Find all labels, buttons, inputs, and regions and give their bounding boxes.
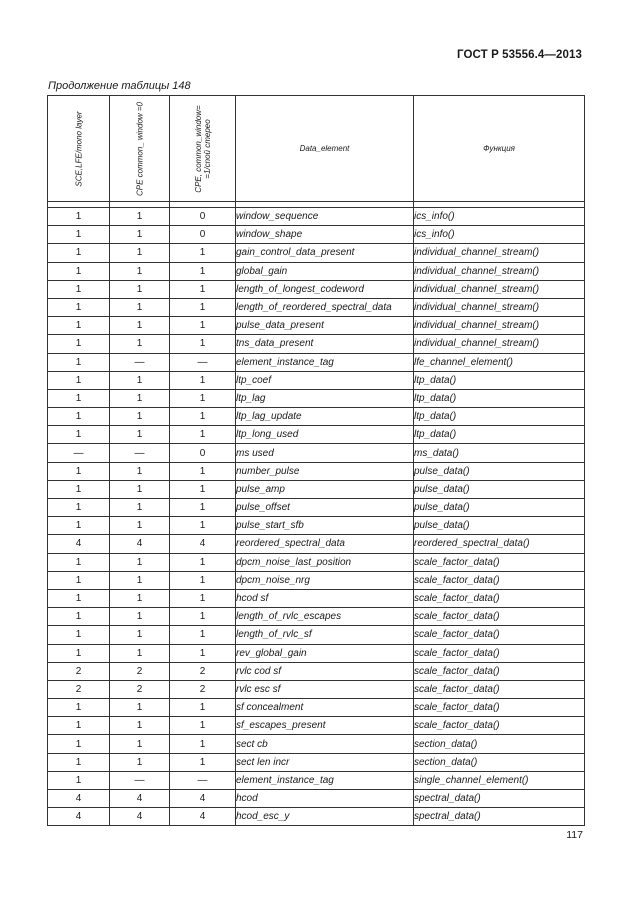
- cpe0-cell: 4: [110, 535, 170, 553]
- cpe1-cell: —: [170, 771, 236, 789]
- cpe0-cell: 4: [110, 790, 170, 808]
- data-element-cell: reordered_spectral_data: [236, 535, 414, 553]
- function-cell: single_channel_element(): [414, 771, 585, 789]
- data-element-cell: element_instance_tag: [236, 771, 414, 789]
- cpe0-cell: 2: [110, 662, 170, 680]
- cpe0-cell: 1: [110, 717, 170, 735]
- cpe1-cell: 1: [170, 426, 236, 444]
- cpe1-cell: 1: [170, 480, 236, 498]
- function-cell: reordered_spectral_data(): [414, 535, 585, 553]
- function-cell: ltp_data(): [414, 371, 585, 389]
- cpe0-cell: 1: [110, 408, 170, 426]
- data-element-cell: dpcm_noise_nrg: [236, 571, 414, 589]
- table-row: [48, 808, 585, 826]
- function-cell: individual_channel_stream(): [414, 244, 585, 262]
- sce-cell: 1: [48, 262, 110, 280]
- function-cell: individual_channel_stream(): [414, 280, 585, 298]
- sce-cell: 1: [48, 499, 110, 517]
- function-cell: individual_channel_stream(): [414, 298, 585, 316]
- table-row: [48, 553, 585, 571]
- sce-cell: 1: [48, 608, 110, 626]
- cpe0-cell: 1: [110, 480, 170, 498]
- cpe0-cell: 1: [110, 280, 170, 298]
- cpe1-cell: 1: [170, 608, 236, 626]
- function-cell: scale_factor_data(): [414, 553, 585, 571]
- data-element-cell: global_gain: [236, 262, 414, 280]
- data-element-cell: ltp_coef: [236, 371, 414, 389]
- column-header-function: [414, 96, 585, 202]
- column-header-cpe-0-text: CPE common_ window =0: [135, 101, 144, 196]
- table-row: [48, 371, 585, 389]
- function-cell: pulse_data(): [414, 499, 585, 517]
- data-element-cell: ltp_lag: [236, 389, 414, 407]
- data-element-cell: sf concealment: [236, 699, 414, 717]
- function-cell: section_data(): [414, 753, 585, 771]
- sce-cell: 1: [48, 553, 110, 571]
- sce-cell: 1: [48, 244, 110, 262]
- cpe0-cell: 1: [110, 517, 170, 535]
- sce-cell: 1: [48, 317, 110, 335]
- data-element-cell: number_pulse: [236, 462, 414, 480]
- sce-cell: 1: [48, 426, 110, 444]
- table-row: [48, 499, 585, 517]
- table-row: [48, 353, 585, 371]
- cpe0-cell: 1: [110, 644, 170, 662]
- cpe1-cell: 1: [170, 408, 236, 426]
- table-row: [48, 317, 585, 335]
- cpe0-cell: —: [110, 353, 170, 371]
- table-row: [48, 608, 585, 626]
- function-cell: scale_factor_data(): [414, 680, 585, 698]
- sce-cell: 1: [48, 389, 110, 407]
- cpe0-cell: 1: [110, 699, 170, 717]
- cpe0-cell: 1: [110, 208, 170, 226]
- cpe0-cell: 4: [110, 808, 170, 826]
- function-cell: scale_factor_data(): [414, 662, 585, 680]
- data-element-cell: length_of_reordered_spectral_data: [236, 298, 414, 316]
- cpe0-cell: 2: [110, 680, 170, 698]
- table-row: [48, 389, 585, 407]
- table-row: [48, 699, 585, 717]
- cpe1-cell: 2: [170, 680, 236, 698]
- table-row: [48, 717, 585, 735]
- data-elements-table: [47, 95, 585, 826]
- function-cell: ics_info(): [414, 208, 585, 226]
- cpe1-cell: 1: [170, 517, 236, 535]
- cpe1-cell: 1: [170, 499, 236, 517]
- table-row: [48, 571, 585, 589]
- cpe0-cell: 1: [110, 226, 170, 244]
- sce-cell: 1: [48, 571, 110, 589]
- column-header-sce: [48, 96, 110, 202]
- data-element-cell: length_of_rvlc_escapes: [236, 608, 414, 626]
- data-element-cell: pulse_data_present: [236, 317, 414, 335]
- table-row: [48, 480, 585, 498]
- column-header-function-text: Функция: [483, 144, 515, 153]
- cpe0-cell: 1: [110, 499, 170, 517]
- sce-cell: 1: [48, 208, 110, 226]
- table-body: [48, 202, 585, 826]
- page-number: 117: [566, 829, 583, 841]
- sce-cell: 2: [48, 680, 110, 698]
- table-row: [48, 790, 585, 808]
- sce-cell: 1: [48, 408, 110, 426]
- column-header-cpe-1: [170, 96, 236, 202]
- data-element-cell: sect cb: [236, 735, 414, 753]
- sce-cell: 1: [48, 517, 110, 535]
- cpe1-cell: 1: [170, 462, 236, 480]
- cpe1-cell: 1: [170, 553, 236, 571]
- table-row: [48, 208, 585, 226]
- sce-cell: 2: [48, 662, 110, 680]
- cpe1-cell: 1: [170, 699, 236, 717]
- data-element-cell: pulse_offset: [236, 499, 414, 517]
- sce-cell: 1: [48, 462, 110, 480]
- table-row: [48, 280, 585, 298]
- function-cell: pulse_data(): [414, 462, 585, 480]
- sce-cell: —: [48, 444, 110, 462]
- sce-cell: 4: [48, 790, 110, 808]
- cpe0-cell: 1: [110, 571, 170, 589]
- data-element-cell: length_of_longest_codeword: [236, 280, 414, 298]
- data-element-cell: ltp_lag_update: [236, 408, 414, 426]
- cpe1-cell: 1: [170, 735, 236, 753]
- table-row: [48, 335, 585, 353]
- data-element-cell: hcod: [236, 790, 414, 808]
- cpe0-cell: 1: [110, 735, 170, 753]
- data-element-cell: element_instance_tag: [236, 353, 414, 371]
- column-header-sce-text: SCE,LFE/mono layer: [74, 110, 83, 187]
- data-element-cell: ms used: [236, 444, 414, 462]
- cpe1-cell: 1: [170, 589, 236, 607]
- sce-cell: 1: [48, 353, 110, 371]
- function-cell: ltp_data(): [414, 426, 585, 444]
- function-cell: scale_factor_data(): [414, 589, 585, 607]
- table-row: [48, 753, 585, 771]
- function-cell: ltp_data(): [414, 389, 585, 407]
- function-cell: individual_channel_stream(): [414, 262, 585, 280]
- sce-cell: 1: [48, 480, 110, 498]
- data-element-cell: window_shape: [236, 226, 414, 244]
- cpe1-cell: 0: [170, 226, 236, 244]
- function-cell: spectral_data(): [414, 790, 585, 808]
- sce-cell: 1: [48, 699, 110, 717]
- data-element-cell: pulse_start_sfb: [236, 517, 414, 535]
- data-element-cell: ltp_long_used: [236, 426, 414, 444]
- data-element-cell: pulse_amp: [236, 480, 414, 498]
- sce-cell: 1: [48, 280, 110, 298]
- sce-cell: 4: [48, 535, 110, 553]
- cpe1-cell: —: [170, 353, 236, 371]
- function-cell: scale_factor_data(): [414, 717, 585, 735]
- cpe0-cell: 1: [110, 371, 170, 389]
- cpe1-cell: 1: [170, 753, 236, 771]
- cpe1-cell: 1: [170, 371, 236, 389]
- function-cell: lfe_channel_element(): [414, 353, 585, 371]
- cpe0-cell: 1: [110, 753, 170, 771]
- table-header-row: [48, 96, 585, 202]
- column-header-data-element-text: Data_element: [299, 144, 350, 153]
- cpe0-cell: 1: [110, 553, 170, 571]
- function-cell: pulse_data(): [414, 517, 585, 535]
- document-code: ГОСТ Р 53556.4—2013: [457, 49, 582, 61]
- sce-cell: 1: [48, 753, 110, 771]
- function-cell: spectral_data(): [414, 808, 585, 826]
- function-cell: individual_channel_stream(): [414, 317, 585, 335]
- data-element-cell: tns_data_present: [236, 335, 414, 353]
- cpe1-cell: 4: [170, 808, 236, 826]
- data-element-cell: length_of_rvlc_sf: [236, 626, 414, 644]
- cpe0-cell: 1: [110, 262, 170, 280]
- sce-cell: 1: [48, 298, 110, 316]
- table-row: [48, 462, 585, 480]
- table-row: [48, 298, 585, 316]
- function-cell: individual_channel_stream(): [414, 335, 585, 353]
- table-row: [48, 644, 585, 662]
- function-cell: scale_factor_data(): [414, 626, 585, 644]
- function-cell: scale_factor_data(): [414, 699, 585, 717]
- table-row: [48, 244, 585, 262]
- table-row: [48, 426, 585, 444]
- cpe0-cell: 1: [110, 244, 170, 262]
- cpe1-cell: 1: [170, 571, 236, 589]
- cpe1-cell: 0: [170, 444, 236, 462]
- table-row: [48, 735, 585, 753]
- cpe1-cell: 1: [170, 389, 236, 407]
- data-element-cell: hcod sf: [236, 589, 414, 607]
- sce-cell: 4: [48, 808, 110, 826]
- data-element-cell: window_sequence: [236, 208, 414, 226]
- sce-cell: 1: [48, 771, 110, 789]
- data-element-cell: rvlc esc sf: [236, 680, 414, 698]
- cpe0-cell: 1: [110, 462, 170, 480]
- data-element-cell: dpcm_noise_last_position: [236, 553, 414, 571]
- cpe0-cell: 1: [110, 317, 170, 335]
- cpe0-cell: 1: [110, 608, 170, 626]
- sce-cell: 1: [48, 735, 110, 753]
- function-cell: scale_factor_data(): [414, 644, 585, 662]
- function-cell: ltp_data(): [414, 408, 585, 426]
- function-cell: ics_info(): [414, 226, 585, 244]
- table-row: [48, 680, 585, 698]
- cpe1-cell: 2: [170, 662, 236, 680]
- cpe0-cell: 1: [110, 298, 170, 316]
- table-row: [48, 262, 585, 280]
- cpe1-cell: 4: [170, 535, 236, 553]
- cpe1-cell: 1: [170, 644, 236, 662]
- data-element-cell: hcod_esc_y: [236, 808, 414, 826]
- cpe1-cell: 1: [170, 317, 236, 335]
- function-cell: section_data(): [414, 735, 585, 753]
- sce-cell: 1: [48, 371, 110, 389]
- cpe1-cell: 1: [170, 280, 236, 298]
- function-cell: scale_factor_data(): [414, 571, 585, 589]
- cpe1-cell: 4: [170, 790, 236, 808]
- table-row: [48, 662, 585, 680]
- column-header-data-element: [236, 96, 414, 202]
- function-cell: ms_data(): [414, 444, 585, 462]
- table-row: [48, 444, 585, 462]
- sce-cell: 1: [48, 717, 110, 735]
- sce-cell: 1: [48, 335, 110, 353]
- table-row: [48, 771, 585, 789]
- cpe1-cell: 0: [170, 208, 236, 226]
- table-continuation-caption: Продолжение таблицы 148: [48, 80, 191, 92]
- data-element-cell: sect len incr: [236, 753, 414, 771]
- data-element-cell: rvlc cod sf: [236, 662, 414, 680]
- cpe0-cell: —: [110, 771, 170, 789]
- function-cell: pulse_data(): [414, 480, 585, 498]
- sce-cell: 1: [48, 589, 110, 607]
- sce-cell: 1: [48, 644, 110, 662]
- data-element-cell: rev_global_gain: [236, 644, 414, 662]
- cpe1-cell: 1: [170, 244, 236, 262]
- cpe0-cell: 1: [110, 626, 170, 644]
- sce-cell: 1: [48, 226, 110, 244]
- cpe0-cell: 1: [110, 589, 170, 607]
- table-row: [48, 589, 585, 607]
- cpe1-cell: 1: [170, 298, 236, 316]
- cpe0-cell: 1: [110, 335, 170, 353]
- table-row: [48, 535, 585, 553]
- cpe1-cell: 1: [170, 335, 236, 353]
- cpe1-cell: 1: [170, 717, 236, 735]
- cpe1-cell: 1: [170, 626, 236, 644]
- table-row: [48, 408, 585, 426]
- table-row: [48, 517, 585, 535]
- data-element-cell: gain_control_data_present: [236, 244, 414, 262]
- column-header-cpe-1-text: CPE, common_window= =1/cnoй стерео: [193, 104, 212, 193]
- column-header-cpe-0: [110, 96, 170, 202]
- sce-cell: 1: [48, 626, 110, 644]
- function-cell: scale_factor_data(): [414, 608, 585, 626]
- data-element-cell: sf_escapes_present: [236, 717, 414, 735]
- cpe0-cell: 1: [110, 426, 170, 444]
- table-row: [48, 626, 585, 644]
- table-row: [48, 226, 585, 244]
- cpe1-cell: 1: [170, 262, 236, 280]
- cpe0-cell: —: [110, 444, 170, 462]
- cpe0-cell: 1: [110, 389, 170, 407]
